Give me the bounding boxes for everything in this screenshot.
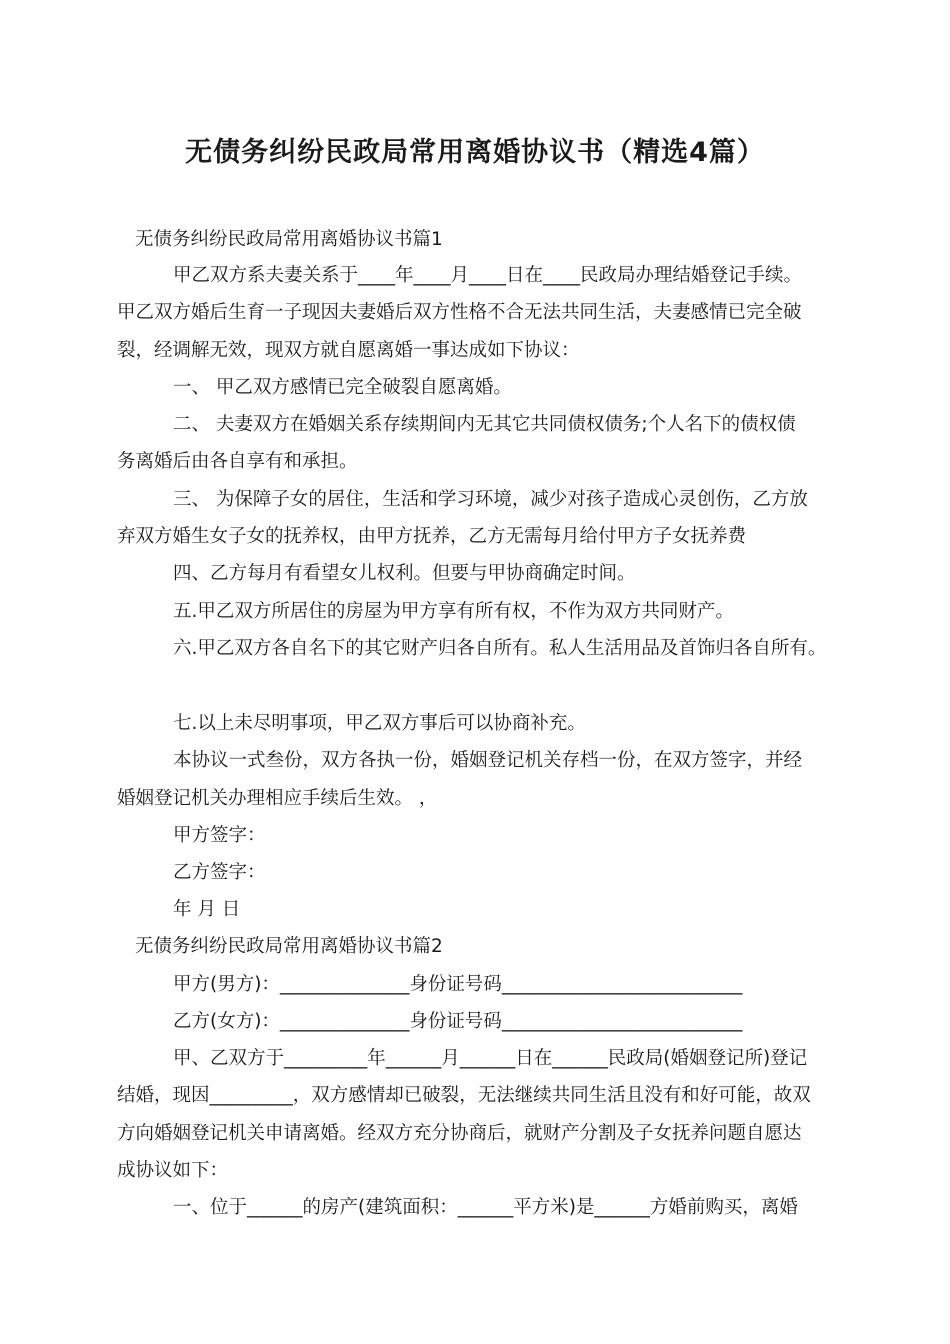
signature-party-b: 乙方签字： (173, 862, 266, 883)
clause-2-cont: 务离婚后由各自享有和承担。 (117, 451, 358, 472)
clause-6: 六.甲乙双方各自名下的其它财产归各自所有。私人生活用品及首饰归各自所有。 (173, 638, 827, 659)
paragraph-line: 方向婚姻登记机关申请离婚。经双方充分协商后，就财产分割及子女抚养问题自愿达 (117, 1123, 802, 1144)
clause-3-cont: 弃双方婚生女子女的抚养权，由甲方抚养，乙方无需每月给付甲方子女抚养费 (117, 526, 747, 547)
date-line: 年 月 日 (173, 899, 241, 920)
party-a-line: 甲方(男方)：______________身份证号码__________________________ (173, 974, 743, 995)
clause-2: 二、 夫妻双方在婚姻关系存续期间内无其它共同债权债务;个人名下的债权债 (173, 414, 796, 435)
clause-4: 四、乙方每月有看望女儿权利。但要与甲协商确定时间。 (173, 563, 636, 584)
section-heading-1: 无债务纠纷民政局常用离婚协议书篇1 (135, 229, 443, 250)
party-b-line: 乙方(女方)：______________身份证号码__________________________ (173, 1011, 743, 1032)
page-title: 无债务纠纷民政局常用离婚协议书（精选4篇） (185, 137, 765, 168)
clause-1: 一、 甲乙双方感情已完全破裂自愿离婚。 (173, 377, 512, 398)
paragraph-line: 甲乙双方婚后生育一子现因夫妻婚后双方性格不合无法共同生活，夫妻感情已完全破 (117, 302, 802, 323)
section-heading-2: 无债务纠纷民政局常用离婚协议书篇2 (135, 936, 443, 957)
paragraph-line: 结婚，现因_________，双方感情却已破裂，无法继续共同生活且没有和好可能，故双 (117, 1085, 811, 1106)
clause-3: 三、 为保障子女的居住，生活和学习环境，减少对孩子造成心灵创伤，乙方放 (173, 489, 808, 510)
paragraph-line: 裂，经调解无效，现双方就自愿离婚一事达成如下协议： (117, 340, 580, 361)
closing-line: 本协议一式叁份，双方各执一份，婚姻登记机关存档一份，在双方签字，并经 (173, 750, 803, 771)
paragraph-line: 甲、乙双方于_________年______月______日在______民政局(婚姻登记所)登记 (173, 1048, 808, 1069)
clause-1: 一、位于______的房产(建筑面积：______平方米)是______方婚前购买，离婚 (173, 1197, 798, 1218)
clause-7: 七.以上未尽明事项，甲乙双方事后可以协商补充。 (173, 713, 586, 734)
closing-line-cont: 婚姻登记机关办理相应手续后生效。 ， (117, 788, 438, 809)
paragraph-line: 成协议如下： (117, 1160, 229, 1181)
signature-party-a: 甲方签字： (173, 825, 266, 846)
paragraph-line: 甲乙双方系夫妻关系于____年____月____日在____民政局办理结婚登记手续。 (173, 265, 803, 286)
clause-5: 五.甲乙双方所居住的房屋为甲方享有所有权，不作为双方共同财产。 (173, 601, 734, 622)
